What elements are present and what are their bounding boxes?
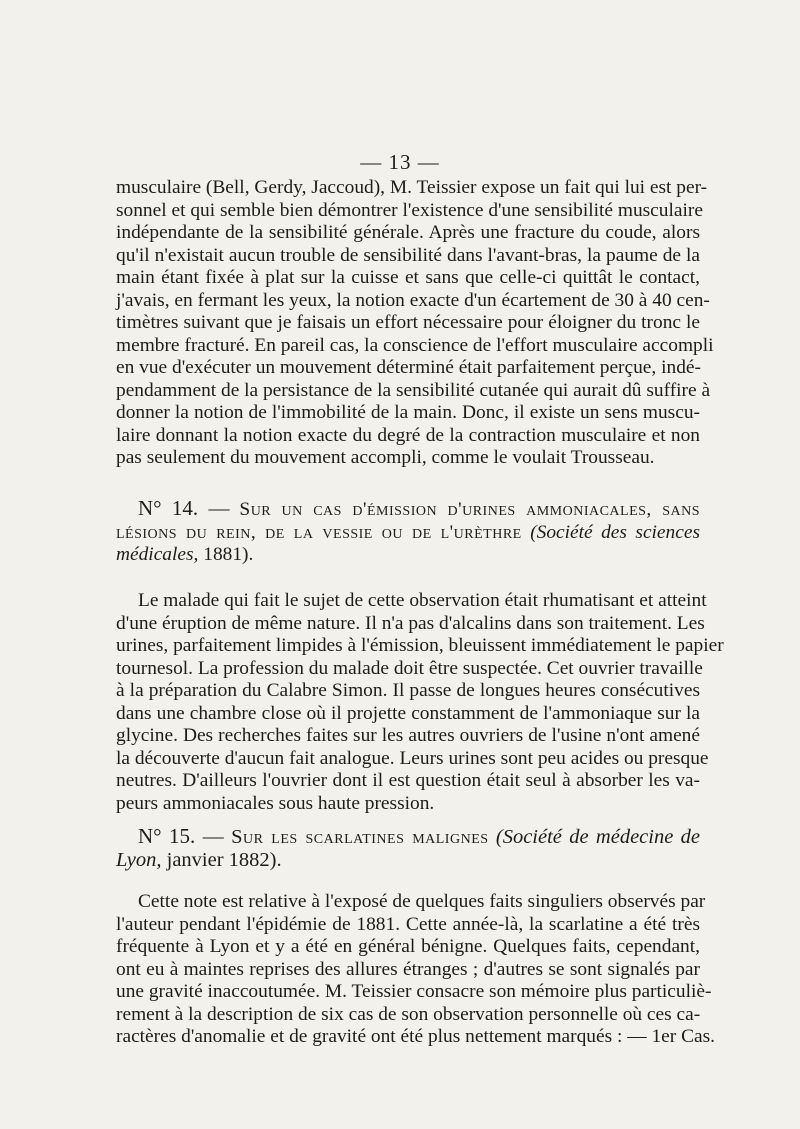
- text-line: fréquente à Lyon et y a été en général bénigne. Quelques faits, cependant,: [116, 936, 700, 957]
- text-line: peurs ammoniacales sous haute pression.: [116, 792, 435, 814]
- section-source: (Société de médecine de: [495, 826, 700, 848]
- text-line: main étant fixée à plat sur la cuisse et sans que celle-ci quittât le contact,: [116, 267, 700, 288]
- section-title: lésions du rein, de la vessie ou de l'urèthre: [116, 521, 522, 543]
- text-line: donner la notion de l'immobilité de la main. Donc, il existe un sens muscu-: [116, 402, 700, 423]
- text-line: en vue d'exécuter un mouvement déterminé était parfaitement perçue, indé-: [116, 357, 701, 378]
- heading-line: [116, 849, 700, 872]
- section-source: (Société des sciences: [530, 521, 700, 543]
- text-line: ont eu à maintes reprises des allures étranges ; d'autres se sont signalés par: [116, 958, 700, 980]
- text-line: laire donnant la notion exacte du degré de la contraction musculaire et non: [116, 424, 700, 446]
- section-source: médicales,: [116, 544, 199, 565]
- heading-line: [116, 544, 700, 567]
- text-line: rement à la description de six cas de son observation personnelle où ces ca-: [116, 1003, 701, 1025]
- text-line: qu'il n'existait aucun trouble de sensibilité dans l'avant-bras, la paume de la: [116, 244, 700, 266]
- section-number: N° 14. —: [138, 496, 230, 520]
- section-heading-15: [116, 825, 700, 871]
- section-year: 1881).: [203, 544, 254, 565]
- section-heading-14: [116, 497, 700, 567]
- section-source: Lyon,: [116, 848, 162, 871]
- text-line: neutres. D'ailleurs l'ouvrier dont il est question était seul à absorber les va-: [116, 770, 700, 791]
- text-line: pas seulement du mouvement accompli, comme le voulait Trousseau.: [116, 447, 655, 468]
- text-line: tournesol. La profession du malade doit être suspectée. Cet ouvrier travaille: [116, 657, 703, 679]
- text-line: musculaire (Bell, Gerdy, Jaccoud), M. Teissier expose un fait qui lui est per-: [116, 177, 708, 198]
- text-line: d'une éruption de même nature. Il n'a pas d'alcalins dans son traitement. Les: [116, 612, 705, 634]
- page-number: — 13 —: [360, 150, 440, 174]
- text-line: une gravité inaccoutumée. M. Teissier consacre son mémoire plus particuliè-: [116, 981, 712, 1002]
- text-line: dans une chambre close où il projette constamment de l'ammoniaque sur la: [116, 702, 700, 724]
- text-line: à la préparation du Calabre Simon. Il passe de longues heures consécutives: [116, 680, 700, 701]
- text-line: sonnel et qui semble bien démontrer l'existence d'une sensibilité musculaire: [116, 199, 703, 221]
- text-line: membre fracturé. En pareil cas, la conscience de l'effort musculaire accompli: [116, 334, 714, 356]
- section-number: N° 15. —: [138, 824, 224, 848]
- text-line: ractères d'anomalie et de gravité ont été plus nettement marqués : — 1er Cas.: [116, 1026, 715, 1047]
- section-title: Sur un cas d'émission d'urines ammoniacales, sans: [239, 499, 700, 520]
- text-line: indépendante de la sensibilité générale. Après une fracture du coude, alors: [116, 222, 700, 243]
- paragraph-ammoniacal-urine: [116, 590, 724, 815]
- text-line: pendamment de la persistance de la sensibilité cutanée qui aurait dû suffire à: [116, 379, 711, 401]
- heading-line: [116, 497, 700, 522]
- text-line: Le malade qui fait le sujet de cette observation était rhumatisant et atteint: [138, 590, 707, 611]
- heading-line: [116, 825, 700, 849]
- text-line: glycine. Des recherches faites sur les autres ouvriers de l'usine n'ont amené: [116, 725, 700, 746]
- paragraph-scarlet-fever: [116, 891, 715, 1049]
- text-line: timètres suivant que je faisais un effort nécessaire pour éloigner du tronc le: [116, 312, 700, 333]
- text-line: la découverte d'aucun fait analogue. Leurs urines sont peu acides ou presque: [116, 747, 709, 769]
- text-line: l'auteur pendant l'épidémie de 1881. Cette année-là, la scarlatine a été très: [116, 913, 700, 935]
- text-line: urines, parfaitement limpides à l'émission, bleuissent immédiatement le papier: [116, 635, 724, 656]
- paragraph-muscular-sense: [116, 177, 714, 470]
- text-line: Cette note est relative à l'exposé de quelques faits singuliers observés par: [138, 891, 706, 912]
- section-date: janvier 1882).: [166, 848, 282, 871]
- text-line: j'avais, en fermant les yeux, la notion exacte d'un écartement de 30 à 40 cen-: [116, 289, 710, 311]
- section-title: Sur les scarlatines malignes: [231, 826, 489, 848]
- heading-line: [116, 522, 700, 545]
